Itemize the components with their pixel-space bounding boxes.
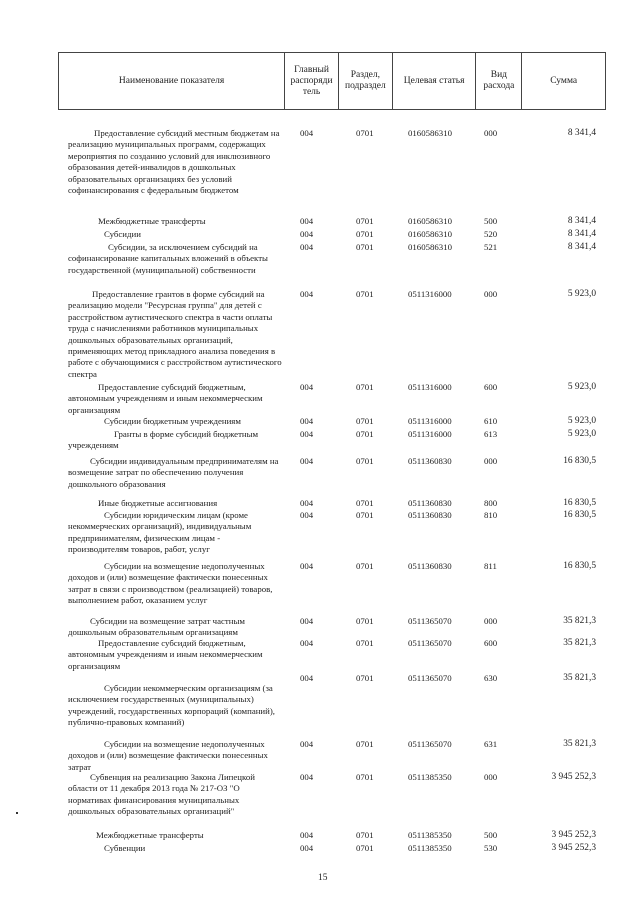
row-vid: 530 (484, 843, 498, 853)
row-name: Предоставление субсидий бюджетным, автономным учреждениям и иным некоммерческим организациям (68, 382, 263, 415)
row-sum: 8 341,4 (567, 216, 596, 226)
row-name: Субсидии на возмещение недополученных доходов и (или) возмещение фактически понесенных затрат (68, 739, 268, 772)
row-razdel: 0701 (356, 616, 374, 626)
row-gr: 004 (300, 242, 314, 252)
row-gr: 004 (300, 673, 314, 683)
row-sum: 3 945 252,3 (551, 830, 596, 840)
row-cel: 0511360830 (408, 561, 452, 571)
row-gr: 004 (300, 456, 314, 466)
row-cel: 0511316000 (408, 382, 452, 392)
row-cel: 0511385350 (408, 843, 452, 853)
row-vid: 610 (484, 416, 498, 426)
row-vid: 811 (484, 561, 497, 571)
row-gr: 004 (300, 216, 314, 226)
row-razdel: 0701 (356, 429, 374, 439)
row-vid: 000 (484, 289, 498, 299)
row-cel: 0511316000 (408, 416, 452, 426)
row-razdel: 0701 (356, 772, 374, 782)
row-gr: 004 (300, 498, 314, 508)
row-name: Межбюджетные трансферты (98, 216, 206, 226)
row-vid: 000 (484, 456, 498, 466)
row-cel: 0511365070 (408, 673, 452, 683)
row-vid: 810 (484, 510, 498, 520)
header-razdel: Раздел, подраздел (339, 53, 393, 109)
row-gr: 004 (300, 843, 314, 853)
row-gr: 004 (300, 229, 314, 239)
row-name: Гранты в форме субсидий бюджетным учреждениям (68, 429, 259, 451)
row-name: Субсидии на возмещение недополученных доходов и (или) возмещение фактически понесенных затрат в связи с производством (реализацией) товаров, выполнением работ, оказанием услуг (68, 561, 273, 606)
row-name: Субвенция на реализацию Закона Липецкой области от 11 декабря 2013 года № 217-ОЗ "О нормативах финансирования муниципальных дошкольных образовательных организаций" (68, 772, 255, 817)
row-gr: 004 (300, 739, 314, 749)
row-gr: 004 (300, 510, 314, 520)
row-cel: 0511385350 (408, 772, 452, 782)
row-gr: 004 (300, 289, 314, 299)
row-razdel: 0701 (356, 830, 374, 840)
row-gr: 004 (300, 429, 314, 439)
row-vid: 000 (484, 128, 498, 138)
row-vid: 613 (484, 429, 498, 439)
page-number: 15 (318, 873, 328, 883)
row-razdel: 0701 (356, 561, 374, 571)
row-razdel: 0701 (356, 739, 374, 749)
row-sum: 8 341,4 (567, 229, 596, 239)
scan-speck (16, 812, 18, 814)
row-cel: 0511360830 (408, 510, 452, 520)
row-gr: 004 (300, 416, 314, 426)
row-gr: 004 (300, 616, 314, 626)
row-name: Субсидии, за исключением субсидий на софинансирование капитальных вложений в объекты государственной (муниципальной) собственности (68, 242, 268, 275)
row-razdel: 0701 (356, 673, 374, 683)
row-vid: 521 (484, 242, 498, 252)
row-cel: 0511360830 (408, 498, 452, 508)
row-vid: 000 (484, 616, 498, 626)
row-cel: 0160586310 (408, 242, 452, 252)
row-razdel: 0701 (356, 289, 374, 299)
row-sum: 8 341,4 (567, 242, 596, 252)
row-razdel: 0701 (356, 382, 374, 392)
row-sum: 16 830,5 (563, 456, 596, 466)
row-cel: 0160586310 (408, 216, 452, 226)
row-sum: 3 945 252,3 (551, 843, 596, 853)
row-sum: 35 821,3 (563, 616, 596, 626)
row-cel: 0511365070 (408, 739, 452, 749)
row-vid: 800 (484, 498, 498, 508)
row-razdel: 0701 (356, 416, 374, 426)
header-vid: Вид расхода (476, 53, 522, 109)
row-razdel: 0701 (356, 456, 374, 466)
row-sum: 5 923,0 (567, 382, 596, 392)
row-gr: 004 (300, 638, 314, 648)
row-cel: 0511360830 (408, 456, 452, 466)
row-sum: 8 341,4 (567, 128, 596, 138)
row-gr: 004 (300, 772, 314, 782)
row-name: Субсидии юридическим лицам (кроме некоммерческих организаций), индивидуальным предпринимателям, физическим лицам - производителям товаров, работ, услуг (68, 510, 252, 555)
row-vid: 500 (484, 216, 498, 226)
row-vid: 600 (484, 638, 498, 648)
row-sum: 35 821,3 (563, 739, 596, 749)
row-name: Субвенции (104, 843, 146, 853)
row-cel: 0511385350 (408, 830, 452, 840)
row-name: Субсидии (104, 229, 141, 239)
row-cel: 0160586310 (408, 128, 452, 138)
row-vid: 500 (484, 830, 498, 840)
row-sum: 5 923,0 (567, 416, 596, 426)
row-sum: 16 830,5 (563, 561, 596, 571)
row-razdel: 0701 (356, 128, 374, 138)
row-cel: 0160586310 (408, 229, 452, 239)
row-name: Межбюджетные трансферты (96, 830, 204, 840)
row-razdel: 0701 (356, 843, 374, 853)
row-name: Субсидии индивидуальным предпринимателям на возмещение затрат по обеспечению получения дошкольного образования (68, 456, 279, 489)
row-razdel: 0701 (356, 242, 374, 252)
row-razdel: 0701 (356, 510, 374, 520)
row-sum: 16 830,5 (563, 510, 596, 520)
row-vid: 520 (484, 229, 498, 239)
row-sum: 35 821,3 (563, 638, 596, 648)
row-vid: 600 (484, 382, 498, 392)
row-cel: 0511365070 (408, 638, 452, 648)
row-sum: 16 830,5 (563, 498, 596, 508)
row-name: Иные бюджетные ассигнования (98, 498, 218, 508)
row-razdel: 0701 (356, 229, 374, 239)
row-sum: 5 923,0 (567, 289, 596, 299)
row-razdel: 0701 (356, 638, 374, 648)
header-summa: Сумма (550, 75, 578, 86)
row-sum: 5 923,0 (567, 429, 596, 439)
header-glavny: Главный распоряди тель (285, 53, 339, 109)
header-celevaya: Целевая статья (393, 53, 477, 109)
row-name: Предоставление грантов в форме субсидий на реализацию модели "Ресурсная группа" для детей с расстройством аутистического спектра в части оплаты труда с начислениями работников муниципальных дошкольных образовательных организаций, применяющих метод прикладного анализа поведения в работе с обучающимися с расстройством аутистического спектра (68, 289, 282, 379)
row-gr: 004 (300, 382, 314, 392)
row-gr: 004 (300, 128, 314, 138)
row-name: Субсидии некоммерческим организациям (за исключением государственных (муниципальных) учреждений, государственных корпораций (компаний), публично-правовых компаний) (68, 683, 275, 728)
row-cel: 0511316000 (408, 429, 452, 439)
row-sum: 3 945 252,3 (551, 772, 596, 782)
row-gr: 004 (300, 830, 314, 840)
row-vid: 631 (484, 739, 498, 749)
row-name: Субсидии бюджетным учреждениям (104, 416, 241, 426)
row-sum: 35 821,3 (563, 673, 596, 683)
row-cel: 0511365070 (408, 616, 452, 626)
row-vid: 630 (484, 673, 498, 683)
row-cel: 0511316000 (408, 289, 452, 299)
row-razdel: 0701 (356, 216, 374, 226)
row-razdel: 0701 (356, 498, 374, 508)
row-gr: 004 (300, 561, 314, 571)
header-name: Наименование показателя (59, 53, 285, 109)
table-header (58, 52, 606, 110)
row-name: Субсидии на возмещение затрат частным дошкольным образовательным организациям (68, 616, 245, 638)
row-name: Предоставление субсидий местным бюджетам на реализацию муниципальных программ, содержащих мероприятия по созданию условий для инклюзивного образования детей-инвалидов в дошкольных образовательных организациях без условий софинансирования с федеральным бюджетом (68, 128, 280, 196)
row-name: Предоставление субсидий бюджетным, автономным учреждениям и иным некоммерческим организациям (68, 638, 263, 671)
row-vid: 000 (484, 772, 498, 782)
